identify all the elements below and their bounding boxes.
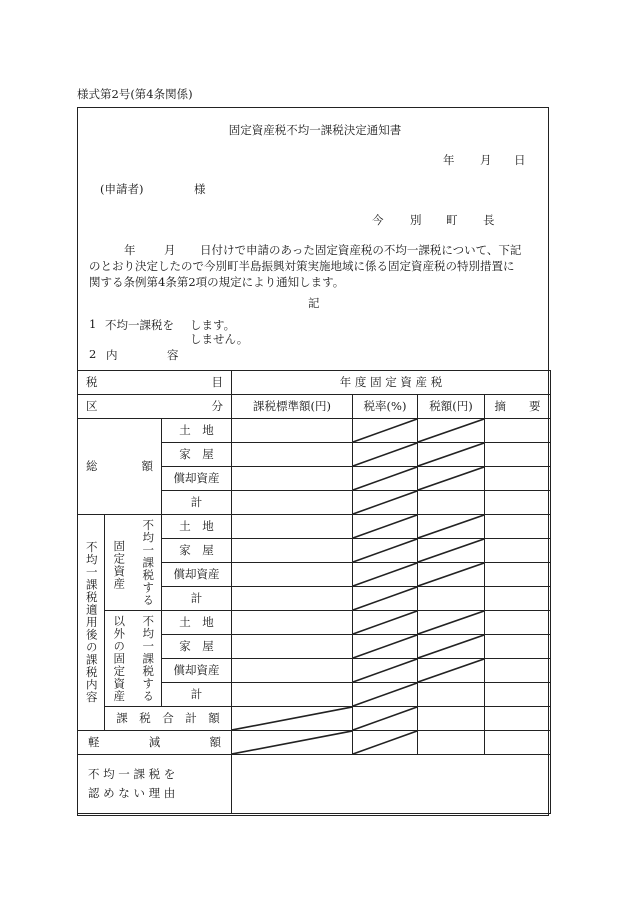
row-depreciable: 償却資産 (162, 659, 232, 683)
cell (485, 683, 551, 707)
col-tax-amount: 税額(円) (418, 395, 485, 419)
sub1-label-cell (105, 515, 162, 611)
row-house: 家 屋 (162, 635, 232, 659)
body-line-3: 関する条例第4条第2項の規定により通知します。 (89, 275, 345, 289)
diag-cell (418, 611, 485, 635)
item-1-option-do: します。 (190, 318, 236, 332)
cell (418, 683, 485, 707)
table-row-grand-total (78, 707, 551, 731)
col-note: 摘 要 (485, 395, 551, 419)
document-title: 固定資産税不均一課税決定通知書 (228, 123, 402, 137)
cell (485, 563, 551, 587)
table-row (78, 419, 551, 443)
cell (232, 611, 353, 635)
diag-cell (353, 419, 418, 443)
row-house: 家 屋 (162, 539, 232, 563)
diag-cell (353, 659, 418, 683)
cell (485, 443, 551, 467)
reduction-b: 減 (148, 734, 161, 749)
reason-line-1: 不 均 一 課 税 を (88, 767, 176, 781)
applicant-honorific: 様 (194, 182, 206, 196)
fiscal-year-tax: 年 度 固 定 資 産 税 (232, 371, 551, 395)
cell (485, 467, 551, 491)
cell (232, 659, 353, 683)
cell (418, 587, 485, 611)
body-line-2: のとおり決定したので今別町半島振興対策実施地域に係る固定資産税の特別措置に (89, 259, 515, 273)
tax-label-left: 税 (86, 374, 98, 389)
diag-cell (353, 731, 418, 755)
item-2-label-a: 内 (106, 348, 118, 362)
cell (232, 587, 353, 611)
cell (485, 587, 551, 611)
col-taxable-base: 課税標準額(円) (232, 395, 353, 419)
table-row (78, 515, 551, 539)
diag-cell (418, 659, 485, 683)
row-sum: 計 (162, 587, 232, 611)
table-row-reduction (78, 731, 551, 755)
diag-cell (353, 683, 418, 707)
body-year: 年 (124, 243, 136, 257)
sub2-col1: 以外の固定資産 (112, 614, 127, 703)
cell (232, 683, 353, 707)
diag-cell (418, 635, 485, 659)
item-1-option-not: しません。 (190, 332, 249, 346)
diag-cell (353, 587, 418, 611)
item-2-label-b: 容 (167, 348, 179, 362)
cell (232, 443, 353, 467)
tax-table (77, 370, 551, 814)
cell (485, 659, 551, 683)
issuer-char-3: 町 (446, 213, 458, 227)
applicant-label: (申請者) (100, 182, 144, 196)
cell (485, 419, 551, 443)
diag-cell (418, 467, 485, 491)
item-1-label: 不均一課税を (105, 318, 174, 332)
diag-cell (353, 539, 418, 563)
cell (232, 539, 353, 563)
item-2-number: 2 (89, 347, 97, 361)
table-row (78, 611, 551, 635)
diag-cell (232, 707, 353, 731)
date-day: 日 (514, 153, 526, 167)
diag-cell (353, 491, 418, 515)
row-sum: 計 (162, 683, 232, 707)
cell (232, 419, 353, 443)
diag-cell (418, 539, 485, 563)
diag-cell (353, 563, 418, 587)
grand-total-label: 課 税 合 計 額 (105, 707, 232, 731)
date-year: 年 (443, 153, 455, 167)
cell (485, 707, 551, 731)
diag-cell (232, 731, 353, 755)
reason-field (232, 755, 551, 814)
date-month: 月 (480, 153, 492, 167)
row-sum: 計 (162, 491, 232, 515)
issuer-char-2: 別 (410, 213, 422, 227)
diag-cell (353, 611, 418, 635)
total-label-b: 額 (141, 458, 153, 473)
cell (485, 491, 551, 515)
table-row-header (78, 395, 551, 419)
row-land: 土 地 (162, 515, 232, 539)
diag-cell (353, 707, 418, 731)
sub2-label-cell (105, 611, 162, 707)
cell (232, 563, 353, 587)
cell (485, 635, 551, 659)
item-1-number: 1 (89, 317, 97, 331)
group-label-cell (78, 515, 105, 731)
issuer-char-1: 今 (372, 213, 384, 227)
cell (232, 635, 353, 659)
diag-cell (353, 515, 418, 539)
cell (485, 611, 551, 635)
group-label: 不均一課税適用後の課税内容 (84, 541, 99, 704)
kubun-left: 区 (86, 398, 98, 413)
diag-cell (418, 515, 485, 539)
body-line-1: 日付けで申請のあった固定資産税の不均一課税について、下記 (200, 243, 522, 257)
reason-line-2: 認 め な い 理 由 (88, 786, 176, 800)
diag-cell (418, 443, 485, 467)
ki-mark: 記 (308, 296, 320, 310)
sub1-col1: 固定資産 (112, 539, 127, 590)
row-land: 土 地 (162, 419, 232, 443)
diag-cell (418, 563, 485, 587)
cell (232, 491, 353, 515)
reduction-c: 額 (209, 734, 221, 749)
row-depreciable: 償却資産 (162, 563, 232, 587)
sub1-col2: 不均一課税する (141, 518, 156, 607)
row-depreciable: 償却資産 (162, 467, 232, 491)
tax-label-right: 目 (211, 374, 223, 389)
cell (232, 467, 353, 491)
sub2-col2: 不均一課税する (141, 614, 156, 703)
cell (418, 731, 485, 755)
col-tax-rate: 税率(%) (353, 395, 418, 419)
table-row-tax (78, 371, 551, 395)
diag-cell (353, 635, 418, 659)
cell (232, 515, 353, 539)
cell (418, 707, 485, 731)
cell (485, 539, 551, 563)
diag-cell (418, 419, 485, 443)
cell (418, 491, 485, 515)
issuer-char-4: 長 (483, 213, 495, 227)
total-label-a: 総 (86, 458, 98, 473)
kubun-right: 分 (211, 398, 223, 413)
reduction-a: 軽 (88, 734, 100, 749)
form-number: 様式第2号(第4条関係) (77, 87, 193, 101)
row-land: 土 地 (162, 611, 232, 635)
cell (485, 515, 551, 539)
row-house: 家 屋 (162, 443, 232, 467)
cell (485, 731, 551, 755)
body-month: 月 (164, 243, 176, 257)
diag-cell (353, 443, 418, 467)
diag-cell (353, 467, 418, 491)
table-row-reason (78, 755, 551, 814)
